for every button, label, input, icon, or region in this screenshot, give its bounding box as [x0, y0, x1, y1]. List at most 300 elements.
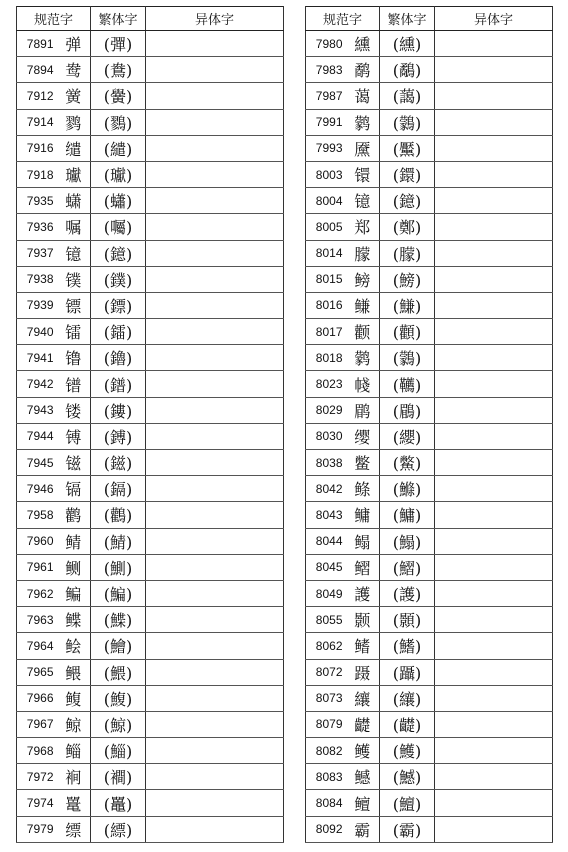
table-row — [17, 83, 284, 109]
variant-char — [146, 607, 284, 633]
traditional-char: (鱉) — [380, 450, 435, 476]
table-header-row — [306, 7, 553, 31]
variant-char — [146, 31, 284, 57]
traditional-char: (鯨) — [91, 711, 146, 737]
standard-char: 镤 — [57, 266, 91, 292]
header-standard-char: 规范字 — [17, 7, 91, 31]
char-number: 8003 — [306, 161, 346, 187]
variant-char — [146, 266, 284, 292]
table-row — [17, 423, 284, 449]
standard-char: 缱 — [57, 135, 91, 161]
char-number: 7939 — [17, 292, 57, 318]
variant-char — [435, 816, 553, 842]
standard-char: 鹨 — [57, 109, 91, 135]
standard-char: 缨 — [346, 423, 380, 449]
header-traditional-char: 繁体字 — [91, 7, 146, 31]
traditional-char: (護) — [380, 580, 435, 606]
char-table-right — [305, 6, 553, 843]
standard-char: 鲙 — [57, 633, 91, 659]
traditional-char: (鐿) — [91, 240, 146, 266]
variant-char — [146, 502, 284, 528]
standard-char: 鳆 — [57, 685, 91, 711]
char-number: 8042 — [306, 476, 346, 502]
traditional-char: (鎛) — [91, 423, 146, 449]
traditional-char: (躡) — [380, 659, 435, 685]
char-number: 8079 — [306, 711, 346, 737]
variant-char — [435, 633, 553, 659]
char-number: 8049 — [306, 580, 346, 606]
traditional-char: (鎘) — [91, 476, 146, 502]
char-number: 7974 — [17, 790, 57, 816]
standard-char: 鲗 — [57, 554, 91, 580]
standard-char: 鹳 — [57, 502, 91, 528]
char-number: 7958 — [17, 502, 57, 528]
variant-char — [146, 135, 284, 161]
table-row — [17, 161, 284, 187]
char-number: 7918 — [17, 161, 57, 187]
standard-char: 帴 — [346, 371, 380, 397]
char-number: 7942 — [17, 371, 57, 397]
standard-char: 鳍 — [346, 633, 380, 659]
standard-char: 黉 — [57, 83, 91, 109]
variant-char — [146, 711, 284, 737]
traditional-char: (鴦) — [91, 57, 146, 83]
standard-char: 朦 — [346, 240, 380, 266]
traditional-char: (韉) — [380, 371, 435, 397]
variant-char — [146, 450, 284, 476]
traditional-char: (鰜) — [380, 292, 435, 318]
table-row — [306, 711, 553, 737]
table-row — [17, 188, 284, 214]
variant-char — [146, 764, 284, 790]
char-number: 8083 — [306, 764, 346, 790]
char-number: 7961 — [17, 554, 57, 580]
traditional-char: (鏤) — [91, 397, 146, 423]
standard-char: 纁 — [346, 31, 380, 57]
char-number: 8030 — [306, 423, 346, 449]
standard-char: 鳂 — [57, 659, 91, 685]
traditional-char: (朦) — [380, 240, 435, 266]
table-row — [306, 240, 553, 266]
char-number: 7941 — [17, 345, 57, 371]
traditional-char: (黌) — [91, 83, 146, 109]
char-number: 7944 — [17, 423, 57, 449]
char-number: 7943 — [17, 397, 57, 423]
char-number: 7960 — [17, 528, 57, 554]
standard-char: 缥 — [57, 816, 91, 842]
standard-char: 鳑 — [346, 266, 380, 292]
char-number: 7987 — [306, 83, 346, 109]
variant-char — [435, 214, 553, 240]
table-row — [306, 816, 553, 842]
variant-char — [146, 345, 284, 371]
variant-char — [435, 790, 553, 816]
traditional-char: (鯖) — [91, 528, 146, 554]
standard-char: 鳛 — [346, 554, 380, 580]
char-number: 7966 — [17, 685, 57, 711]
standard-char: 嘱 — [57, 214, 91, 240]
variant-char — [146, 161, 284, 187]
variant-char — [435, 371, 553, 397]
traditional-char: (鸛) — [91, 502, 146, 528]
table-row — [306, 31, 553, 57]
variant-char — [435, 738, 553, 764]
variant-char — [435, 319, 553, 345]
variant-char — [146, 397, 284, 423]
table-row — [17, 554, 284, 580]
standard-char: 鹬 — [346, 57, 380, 83]
variant-char — [435, 554, 553, 580]
standard-char: 弹 — [57, 31, 91, 57]
standard-char: 鳖 — [346, 450, 380, 476]
table-row — [306, 161, 553, 187]
char-number: 8092 — [306, 816, 346, 842]
standard-char: 鳡 — [346, 764, 380, 790]
table-header-row — [17, 7, 284, 31]
variant-char — [435, 528, 553, 554]
table-row — [306, 214, 553, 240]
traditional-char: (藹) — [380, 83, 435, 109]
standard-char: 鳒 — [346, 292, 380, 318]
variant-char — [146, 109, 284, 135]
traditional-char: (霸) — [380, 816, 435, 842]
table-row — [17, 135, 284, 161]
char-number: 7967 — [17, 711, 57, 737]
table-row — [17, 397, 284, 423]
variant-char — [146, 83, 284, 109]
variant-char — [146, 738, 284, 764]
standard-char: 镉 — [57, 476, 91, 502]
traditional-char: (鱣) — [380, 790, 435, 816]
char-number: 8082 — [306, 738, 346, 764]
traditional-char: (鰟) — [380, 266, 435, 292]
table-row — [306, 502, 553, 528]
variant-char — [435, 711, 553, 737]
variant-char — [146, 633, 284, 659]
traditional-char: (鰨) — [380, 528, 435, 554]
standard-char: 鲦 — [346, 476, 380, 502]
standard-char: 颢 — [346, 607, 380, 633]
char-number: 7980 — [306, 31, 346, 57]
char-number: 8017 — [306, 319, 346, 345]
traditional-char: (鰒) — [91, 685, 146, 711]
table-row — [17, 659, 284, 685]
traditional-char: (鎡) — [91, 450, 146, 476]
table-row — [306, 450, 553, 476]
traditional-char: (縹) — [91, 816, 146, 842]
variant-char — [435, 345, 553, 371]
variant-char — [146, 423, 284, 449]
variant-char — [435, 580, 553, 606]
variant-char — [146, 240, 284, 266]
traditional-char: (囑) — [91, 214, 146, 240]
standard-char: 镮 — [346, 161, 380, 187]
char-number: 7991 — [306, 109, 346, 135]
table-row — [306, 528, 553, 554]
standard-char: 镃 — [57, 450, 91, 476]
variant-char — [435, 397, 553, 423]
table-row — [17, 764, 284, 790]
char-number: 7979 — [17, 816, 57, 842]
char-number: 7891 — [17, 31, 57, 57]
traditional-char: (鸏) — [380, 345, 435, 371]
char-number: 7940 — [17, 319, 57, 345]
traditional-char: (黶) — [380, 135, 435, 161]
table-row — [306, 633, 553, 659]
variant-char — [146, 292, 284, 318]
traditional-char: (纁) — [380, 31, 435, 57]
table-row — [17, 685, 284, 711]
standard-char: 鲭 — [57, 528, 91, 554]
table-row — [17, 816, 284, 842]
table-row — [306, 292, 553, 318]
traditional-char: (纕) — [380, 685, 435, 711]
traditional-char: (襇) — [91, 764, 146, 790]
standard-char: 郑 — [346, 214, 380, 240]
table-row — [17, 292, 284, 318]
traditional-char: (鰈) — [91, 607, 146, 633]
table-row — [17, 502, 284, 528]
variant-char — [146, 528, 284, 554]
standard-char: 镱 — [57, 240, 91, 266]
char-number: 8044 — [306, 528, 346, 554]
variant-char — [435, 135, 553, 161]
variant-char — [435, 659, 553, 685]
char-number: 8014 — [306, 240, 346, 266]
table-row — [17, 476, 284, 502]
header-standard-char: 规范字 — [306, 7, 380, 31]
char-number: 7937 — [17, 240, 57, 266]
table-row — [17, 790, 284, 816]
standard-char: 鳣 — [346, 790, 380, 816]
traditional-char: (鱯) — [380, 738, 435, 764]
char-table-left — [16, 6, 284, 843]
traditional-char: (鐠) — [91, 371, 146, 397]
standard-char: 黡 — [346, 135, 380, 161]
traditional-char: (鷚) — [91, 109, 146, 135]
standard-char: 镖 — [57, 292, 91, 318]
table-row — [17, 528, 284, 554]
char-number: 7946 — [17, 476, 57, 502]
variant-char — [435, 188, 553, 214]
table-row — [306, 188, 553, 214]
char-number: 8045 — [306, 554, 346, 580]
char-number: 7912 — [17, 83, 57, 109]
table-row — [306, 659, 553, 685]
standard-char: 裥 — [57, 764, 91, 790]
table-row — [17, 450, 284, 476]
char-number: 7938 — [17, 266, 57, 292]
variant-char — [435, 450, 553, 476]
table-row — [306, 135, 553, 161]
table-row — [306, 580, 553, 606]
variant-char — [146, 554, 284, 580]
variant-char — [146, 476, 284, 502]
char-number: 8073 — [306, 685, 346, 711]
char-number: 8005 — [306, 214, 346, 240]
standard-char: 瓛 — [57, 161, 91, 187]
table-row — [306, 764, 553, 790]
variant-char — [435, 161, 553, 187]
table-row — [306, 423, 553, 449]
standard-char: 镥 — [57, 345, 91, 371]
char-number: 8043 — [306, 502, 346, 528]
traditional-char: (鯿) — [91, 580, 146, 606]
char-number: 7936 — [17, 214, 57, 240]
standard-char: 镂 — [57, 397, 91, 423]
variant-char — [435, 266, 553, 292]
variant-char — [146, 580, 284, 606]
variant-char — [435, 607, 553, 633]
char-number: 8084 — [306, 790, 346, 816]
standard-char: 鲸 — [57, 711, 91, 737]
char-number: 7965 — [17, 659, 57, 685]
traditional-char: (鐿) — [380, 188, 435, 214]
char-number: 7972 — [17, 764, 57, 790]
traditional-char: (鐳) — [91, 319, 146, 345]
traditional-char: (鰷) — [380, 476, 435, 502]
table-row — [17, 345, 284, 371]
char-number: 7945 — [17, 450, 57, 476]
standard-char: 鲻 — [57, 738, 91, 764]
char-number: 7983 — [306, 57, 346, 83]
variant-char — [146, 816, 284, 842]
table-row — [17, 738, 284, 764]
traditional-char: (鰼) — [380, 554, 435, 580]
table-row — [17, 266, 284, 292]
char-number: 7964 — [17, 633, 57, 659]
char-number: 7962 — [17, 580, 57, 606]
standard-char: 鹲 — [346, 109, 380, 135]
char-number: 8038 — [306, 450, 346, 476]
traditional-char: (彈) — [91, 31, 146, 57]
table-row — [306, 345, 553, 371]
char-number: 7894 — [17, 57, 57, 83]
header-variant-char: 异体字 — [435, 7, 553, 31]
traditional-char: (蠨) — [91, 188, 146, 214]
standard-char: 護 — [346, 580, 380, 606]
variant-char — [435, 31, 553, 57]
standard-char: 鲽 — [57, 607, 91, 633]
traditional-char: (鰂) — [91, 554, 146, 580]
variant-char — [435, 476, 553, 502]
table-row — [17, 240, 284, 266]
table-row — [17, 580, 284, 606]
table-row — [306, 476, 553, 502]
table-row — [306, 685, 553, 711]
char-number: 8023 — [306, 371, 346, 397]
traditional-char: (鰭) — [380, 633, 435, 659]
standard-char: 鳙 — [346, 502, 380, 528]
table-body-left — [17, 31, 284, 843]
traditional-char: (瓛) — [91, 161, 146, 187]
char-number: 8062 — [306, 633, 346, 659]
char-number: 7993 — [306, 135, 346, 161]
traditional-char: (鏢) — [91, 292, 146, 318]
variant-char — [146, 319, 284, 345]
variant-char — [146, 790, 284, 816]
standard-char: 霸 — [346, 816, 380, 842]
standard-char: 鼍 — [57, 790, 91, 816]
traditional-char: (鷸) — [380, 57, 435, 83]
variant-char — [435, 292, 553, 318]
standard-char: 镨 — [57, 371, 91, 397]
traditional-char: (纓) — [380, 423, 435, 449]
table-row — [306, 109, 553, 135]
variant-char — [146, 659, 284, 685]
char-number: 8072 — [306, 659, 346, 685]
table-row — [17, 31, 284, 57]
table-row — [17, 633, 284, 659]
standard-char: 蹑 — [346, 659, 380, 685]
table-row — [306, 57, 553, 83]
traditional-char: (鼉) — [91, 790, 146, 816]
char-number: 7914 — [17, 109, 57, 135]
variant-char — [435, 685, 553, 711]
standard-char: 鸯 — [57, 57, 91, 83]
traditional-char: (鱠) — [91, 633, 146, 659]
variant-char — [435, 423, 553, 449]
char-number: 7963 — [17, 607, 57, 633]
traditional-char: (齼) — [380, 711, 435, 737]
variant-char — [146, 371, 284, 397]
variant-char — [146, 57, 284, 83]
char-number: 8018 — [306, 345, 346, 371]
table-row — [306, 266, 553, 292]
traditional-char: (鐶) — [380, 161, 435, 187]
table-row — [306, 738, 553, 764]
traditional-char: (鑥) — [91, 345, 146, 371]
standard-char: 鹛 — [346, 397, 380, 423]
standard-char: 蔼 — [346, 83, 380, 109]
char-number: 8004 — [306, 188, 346, 214]
variant-char — [435, 240, 553, 266]
table-body-right — [306, 31, 553, 843]
table-row — [17, 319, 284, 345]
table-row — [17, 711, 284, 737]
traditional-char: (鰃) — [91, 659, 146, 685]
table-row — [306, 554, 553, 580]
standard-char: 纕 — [346, 685, 380, 711]
standard-char: 鳎 — [346, 528, 380, 554]
traditional-char: (顴) — [380, 319, 435, 345]
variant-char — [146, 214, 284, 240]
standard-char: 镭 — [57, 319, 91, 345]
table-row — [17, 607, 284, 633]
char-number: 8016 — [306, 292, 346, 318]
traditional-char: (鱤) — [380, 764, 435, 790]
table-row — [17, 214, 284, 240]
variant-char — [146, 685, 284, 711]
table-row — [17, 109, 284, 135]
variant-char — [435, 764, 553, 790]
table-row — [306, 397, 553, 423]
char-number: 7968 — [17, 738, 57, 764]
char-number: 7935 — [17, 188, 57, 214]
table-row — [306, 790, 553, 816]
traditional-char: (繾) — [91, 135, 146, 161]
traditional-char: (鯔) — [91, 738, 146, 764]
variant-char — [435, 57, 553, 83]
standard-char: 镈 — [57, 423, 91, 449]
traditional-char: (鄭) — [380, 214, 435, 240]
traditional-char: (顥) — [380, 607, 435, 633]
standard-char: 鹲 — [346, 345, 380, 371]
char-number: 7916 — [17, 135, 57, 161]
standard-char: 齼 — [346, 711, 380, 737]
variant-char — [435, 109, 553, 135]
traditional-char: (鏷) — [91, 266, 146, 292]
